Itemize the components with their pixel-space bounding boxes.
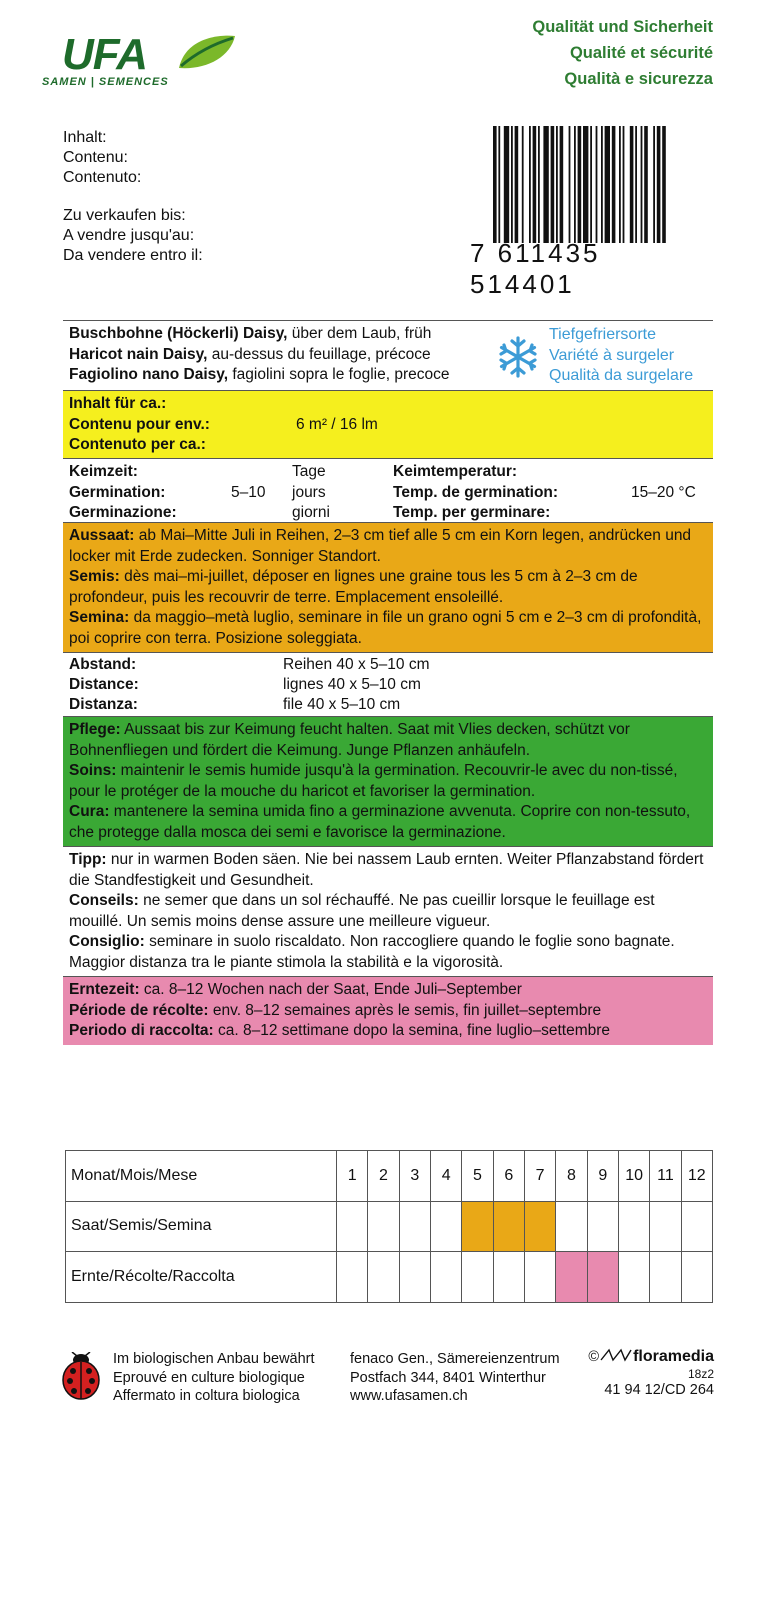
tips-row [63, 846, 713, 976]
sowing-cell-month-4 [430, 1201, 461, 1252]
barcode-bar [635, 126, 637, 243]
temp-label-it: Temp. per germinare: [393, 504, 551, 521]
product-it: Fagiolino nano Daisy, fagiolini sopra le foglie, precoce [69, 366, 450, 383]
spacing-label-it: Distanza: [69, 696, 138, 713]
month-5: 5 [462, 1151, 493, 1202]
sell-by-label-de: Zu verkaufen bis: [63, 207, 186, 224]
spacing-value-fr: lignes 40 x 5–10 cm [283, 676, 421, 693]
barcode-bar [538, 126, 540, 243]
sowing-cell-month-7 [524, 1201, 555, 1252]
temp-label-de: Keimtemperatur: [393, 463, 518, 480]
content-for-label-de: Inhalt für ca.: [69, 395, 167, 412]
contents-label-it: Contenuto: [63, 169, 142, 186]
month-9: 9 [587, 1151, 618, 1202]
barcode-bar [551, 126, 555, 243]
freeze-variety-text: Tiefgefriersorte Variété à surgeler Qualità da surgelare [549, 326, 694, 384]
sell-by-label-it: Da vendere entro il: [63, 247, 203, 264]
bio-de: Im biologischen Anbau bewährt [113, 1351, 315, 1367]
article-code: 41 94 12/CD 264 [604, 1381, 714, 1398]
barcode-bar [644, 126, 648, 243]
barcode-bars [493, 126, 711, 243]
barcode-bar [543, 126, 548, 243]
sowing-cell-month-5 [462, 1201, 493, 1252]
month-6: 6 [493, 1151, 524, 1202]
barcode-bar [504, 126, 509, 243]
month-2: 2 [368, 1151, 399, 1202]
calendar-month-header: Monat/Mois/Mese [66, 1151, 337, 1202]
care-de: Pflege: Aussaat bis zur Keimung feucht halten. Saat mit Vlies decken, schützt vor Bohnenfliegen und fördert die Keimung. Junge Pflanzen anhäufeln. [69, 721, 630, 759]
barcode-bar [560, 126, 564, 243]
harvest-cell-month-4 [430, 1252, 461, 1303]
quality-de: Qualität und Sicherheit [532, 18, 713, 36]
barcode-bar [612, 126, 616, 243]
info-block [63, 128, 203, 266]
germ-label-it: Germinazione: [69, 504, 177, 521]
germ-unit-it: giorni [292, 504, 330, 521]
barcode-bar [511, 126, 513, 243]
harvest-de: Erntezeit: ca. 8–12 Wochen nach der Saat, Ende Juli–September [69, 981, 522, 998]
harvest-cell-month-2 [368, 1252, 399, 1303]
calendar-sowing-row [66, 1201, 713, 1252]
calendar-sowing-label: Saat/Semis/Semina [66, 1201, 337, 1252]
content-for-label-it: Contenuto per ca.: [69, 436, 206, 453]
sowing-cell-month-6 [493, 1201, 524, 1252]
sowing-cell-month-8 [556, 1201, 587, 1252]
month-7: 7 [524, 1151, 555, 1202]
barcode-bar [583, 126, 588, 243]
address-line-2: Postfach 344, 8401 Winterthur [350, 1369, 546, 1386]
sowing-cell-month-10 [618, 1201, 649, 1252]
barcode-bar [623, 126, 625, 243]
month-12: 12 [681, 1151, 712, 1202]
harvest-cell-month-1 [337, 1252, 368, 1303]
barcode-bar [578, 126, 582, 243]
germ-unit-fr: jours [292, 483, 326, 501]
quality-fr: Qualité et sécurité [569, 44, 713, 62]
sowing-cell-month-12 [681, 1201, 712, 1252]
barcode-bar [569, 126, 571, 243]
month-4: 4 [430, 1151, 461, 1202]
sowing-cell-month-3 [399, 1201, 430, 1252]
seed-info-panel [63, 320, 713, 1045]
harvest-cell-month-8 [556, 1252, 587, 1303]
barcode-bar [498, 126, 500, 243]
barcode-bar [533, 126, 537, 243]
website-link[interactable]: www.ufasamen.ch [350, 1388, 468, 1404]
logo-tagline: SAMEN | SEMENCES [42, 76, 169, 88]
harvest-cell-month-3 [399, 1252, 430, 1303]
calendar-header-row [66, 1151, 713, 1202]
ufa-logo [40, 30, 250, 95]
germination-row [63, 458, 713, 522]
harvest-cell-month-5 [462, 1252, 493, 1303]
month-3: 3 [399, 1151, 430, 1202]
ladybug-icon [60, 1352, 102, 1400]
quality-it: Qualità e sicurezza [564, 70, 713, 88]
barcode-bar [522, 126, 524, 243]
snowflake-icon [496, 335, 540, 379]
barcode-bar [619, 126, 621, 243]
quality-block [532, 14, 713, 92]
barcode-bar [556, 126, 558, 243]
product-fr: Haricot nain Daisy, au-dessus du feuillage, précoce [69, 345, 431, 363]
month-10: 10 [618, 1151, 649, 1202]
germ-label-fr: Germination: [69, 483, 166, 501]
barcode-bar [601, 126, 603, 243]
care-it: Cura: mantenere la semina umida fino a germinazione avvenuta. Coprire con non-tessuto, che protegge dalla mosca dei semi e favorisce la germinazione. [69, 803, 691, 841]
barcode-bar [641, 126, 643, 243]
care-fr: Soins: maintenir le semis humide jusqu'à la germination. Recouvrir-le avec du non-tissé, pour le protéger de la mouche du haricot et favoriser la germination. [69, 762, 678, 800]
barcode-bar [662, 126, 666, 243]
barcode-bar [493, 126, 497, 243]
harvest-cell-month-7 [524, 1252, 555, 1303]
sell-by-label-fr: A vendre jusqu'au: [63, 227, 195, 244]
germ-unit-de: Tage [292, 463, 326, 480]
germ-days-value: 5–10 [231, 483, 266, 501]
spacing-value-it: file 40 x 5–10 cm [283, 696, 401, 713]
harvest-row [63, 976, 713, 1045]
calendar-harvest-label: Ernte/Récolte/Raccolta [66, 1252, 337, 1303]
barcode-bar [529, 126, 531, 243]
tips-fr: Conseils: ne semer que dans un sol réchauffé. Ne pas cueillir lorsque le feuillage est mouillé. Un semis moins dense assure une meilleure vigueur. [69, 892, 655, 930]
bio-fr: Eprouvé en culture biologique [113, 1369, 305, 1386]
barcode-number: 7 611435 514401 [470, 238, 601, 299]
barcode-bar [596, 126, 598, 243]
sowing-cell-month-11 [650, 1201, 681, 1252]
content-for-value: 6 m² / 16 lm [296, 416, 378, 433]
month-8: 8 [556, 1151, 587, 1202]
barcode-bar [653, 126, 655, 243]
sowing-cell-month-2 [368, 1201, 399, 1252]
calendar-table [65, 1150, 713, 1303]
barcode-bar [574, 126, 576, 243]
spacing-row [63, 652, 713, 716]
content-for-label-fr: Contenu pour env.: [69, 415, 210, 433]
address-line-1: fenaco Gen., Sämereienzentrum [350, 1351, 560, 1367]
harvest-cell-month-9 [587, 1252, 618, 1303]
sowing-cell-month-1 [337, 1201, 368, 1252]
barcode-bar [657, 126, 661, 243]
sowing-it: Semina: da maggio–metà luglio, seminare in file un grano ogni 5 cm e 2–3 cm di profondità, poi coprire con terra. Posizione soleggiata. [69, 609, 702, 647]
logo-text: UFA [62, 30, 147, 79]
tips-de: Tipp: nur in warmen Boden säen. Nie bei nassem Laub ernten. Weiter Pflanzabstand fördert die Standfestigkeit und Gesundheit. [69, 851, 704, 889]
temp-value: 15–20 °C [631, 483, 696, 501]
care-row [63, 716, 713, 846]
calendar-harvest-row [66, 1252, 713, 1303]
sowing-row [63, 522, 713, 652]
floramedia-logo: © floramedia [588, 1348, 714, 1365]
spacing-value-de: Reihen 40 x 5–10 cm [283, 656, 430, 673]
temp-label-fr: Temp. de germination: [393, 483, 559, 501]
barcode [470, 126, 715, 299]
floramedia-block [572, 1348, 714, 1399]
sowing-fr: Semis: dès mai–mi-juillet, déposer en lignes une graine tous les 5 cm à 2–3 cm de profondeur, puis les recouvrir de terre. Emplacement ensoleillé. [69, 568, 638, 606]
sowing-calendar [65, 1150, 713, 1303]
harvest-it: Periodo di raccolta: ca. 8–12 settimane dopo la semina, fine luglio–settembre [69, 1022, 611, 1039]
barcode-bar [605, 126, 610, 243]
harvest-cell-month-11 [650, 1252, 681, 1303]
spacing-label-de: Abstand: [69, 656, 137, 673]
content-for-row [63, 390, 713, 458]
barcode-bar [515, 126, 519, 243]
month-11: 11 [650, 1151, 681, 1202]
leaf-icon [175, 32, 237, 72]
floramedia-flower-icon [599, 1348, 633, 1362]
tips-it: Consiglio: seminare in suolo riscaldato. Non raccogliere quando le foglie sono bagnate. Maggior distanza tra le piante stimola la stabilità e la vigorosità. [69, 933, 675, 971]
company-address [350, 1350, 560, 1406]
harvest-cell-month-10 [618, 1252, 649, 1303]
germ-label-de: Keimzeit: [69, 463, 138, 480]
harvest-fr: Période de récolte: env. 8–12 semaines après le semis, fin juillet–septembre [69, 1001, 602, 1019]
harvest-cell-month-6 [493, 1252, 524, 1303]
code-small: 18z2 [687, 1366, 714, 1381]
product-title-row [63, 320, 713, 390]
product-de: Buschbohne (Höckerli) Daisy, über dem Laub, früh [69, 325, 432, 342]
harvest-cell-month-12 [681, 1252, 712, 1303]
barcode-bar [590, 126, 592, 243]
bio-it: Affermato in coltura biologica [113, 1388, 300, 1404]
contents-label-fr: Contenu: [63, 149, 128, 166]
contents-label-de: Inhalt: [63, 129, 107, 146]
month-1: 1 [337, 1151, 368, 1202]
spacing-label-fr: Distance: [69, 676, 139, 693]
sowing-cell-month-9 [587, 1201, 618, 1252]
barcode-bar [630, 126, 634, 243]
sowing-de: Aussaat: ab Mai–Mitte Juli in Reihen, 2–3 cm tief alle 5 cm ein Korn legen, andrücken und locker mit Erde zudecken. Sonniger Standort. [69, 527, 692, 565]
bio-statement [113, 1350, 315, 1406]
